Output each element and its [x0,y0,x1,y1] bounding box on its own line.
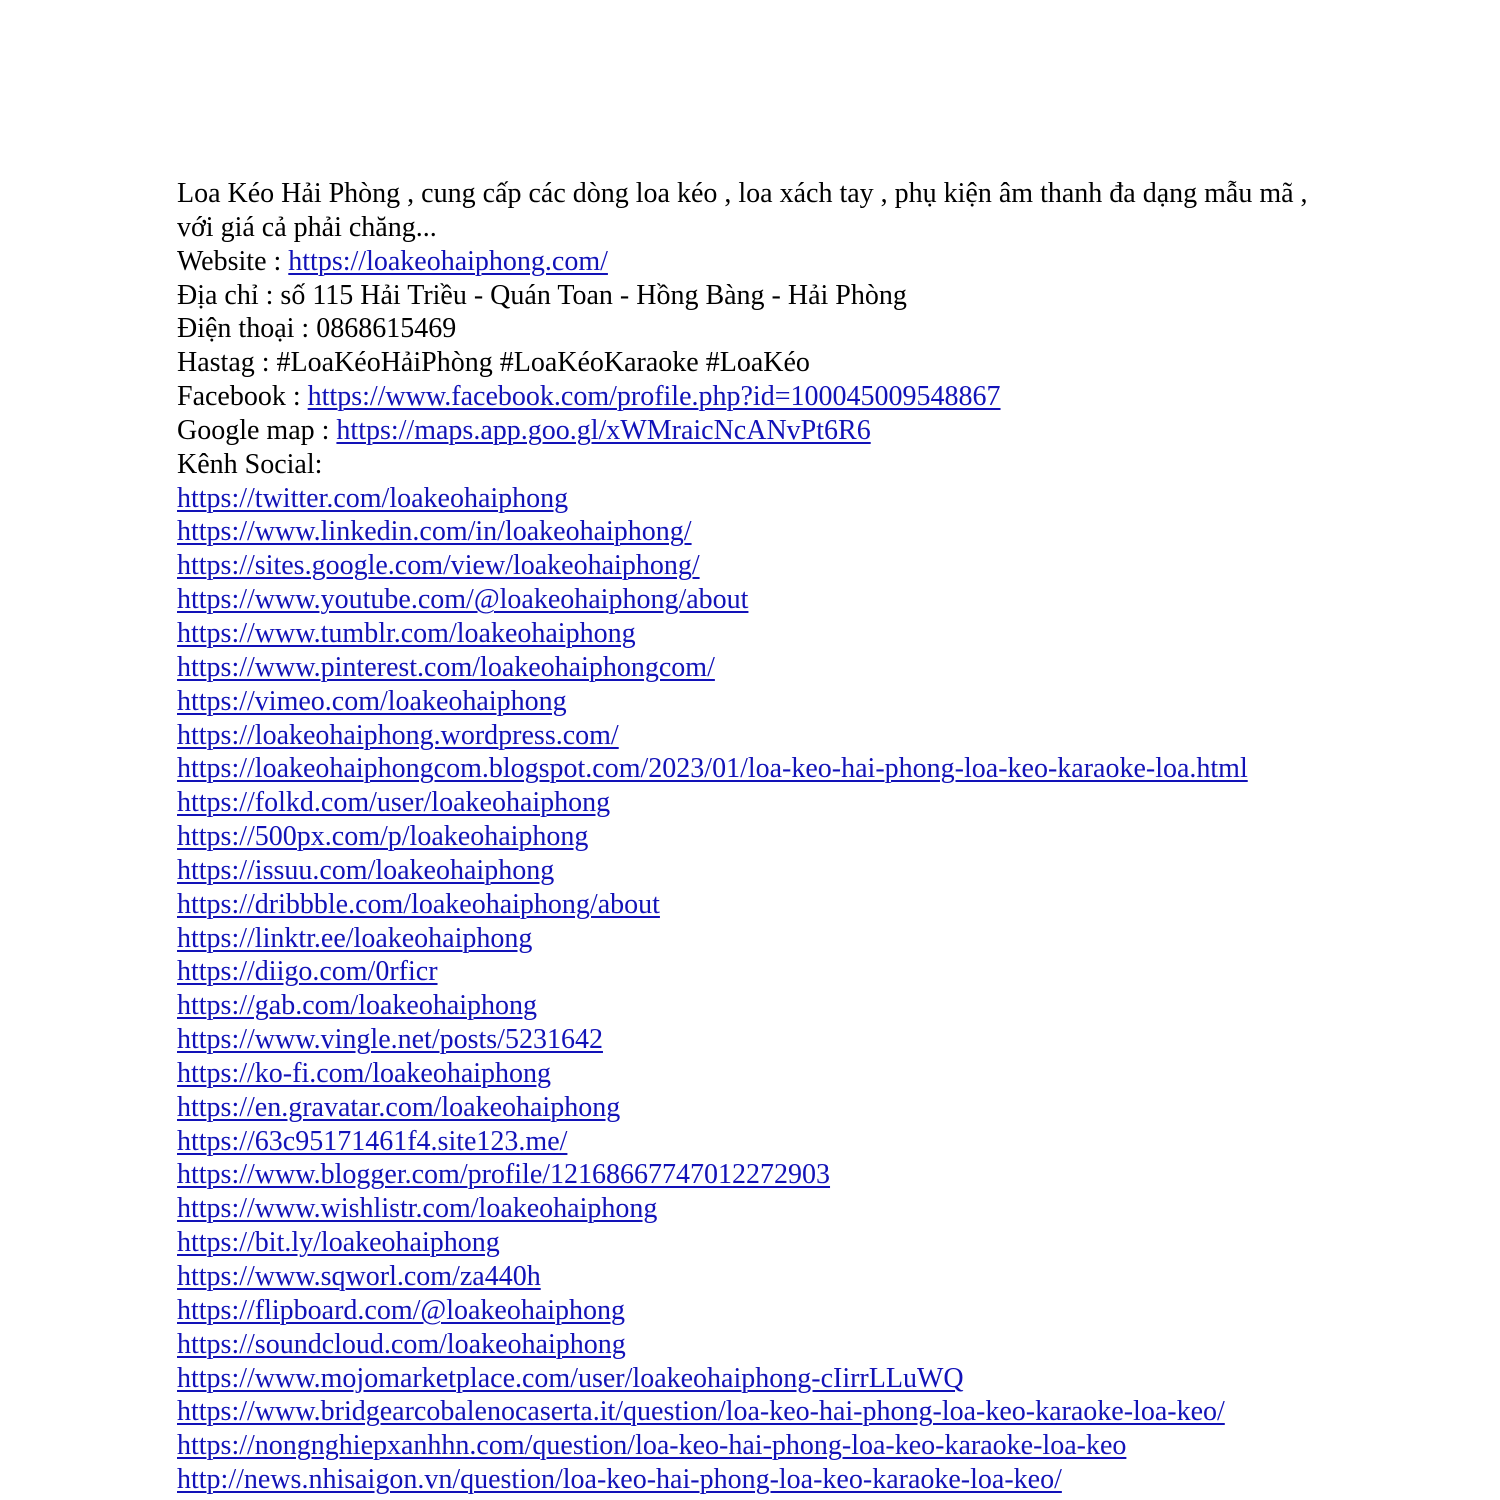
google-map-line [177,414,1322,448]
document-page [177,177,1322,1497]
phone-line [177,312,1322,346]
social-link-mojomarketplace[interactable]: https://www.mojomarketplace.com/user/loakeohaiphong-cIirrLLuWQ [177,1362,964,1394]
social-link-500px[interactable]: https://500px.com/p/loakeohaiphong [177,821,589,853]
social-link-dribbble[interactable]: https://dribbble.com/loakeohaiphong/about [177,888,660,920]
social-link-diigo[interactable]: https://diigo.com/0rficr [177,956,438,988]
social-link-blogspot[interactable]: https://loakeohaiphongcom.blogspot.com/2023/01/loa-keo-hai-phong-loa-keo-karaoke-loa.html [177,753,1248,785]
social-link-wishlistr[interactable]: https://www.wishlistr.com/loakeohaiphong [177,1193,658,1225]
hashtag-line [177,346,1322,380]
social-link-sqworl[interactable]: https://www.sqworl.com/za440h [177,1261,541,1292]
social-link-wordpress[interactable]: https://loakeohaiphong.wordpress.com/ [177,719,619,751]
social-link-vingle[interactable]: https://www.vingle.net/posts/5231642 [177,1024,603,1056]
social-link-bitly[interactable]: https://bit.ly/loakeohaiphong [177,1227,500,1259]
social-link-site123[interactable]: https://63c95171461f4.site123.me/ [177,1125,568,1157]
social-link-gab[interactable]: https://gab.com/loakeohaiphong [177,990,538,1022]
facebook-line [177,380,1322,414]
social-link-kofi[interactable]: https://ko-fi.com/loakeohaiphong [177,1057,552,1089]
facebook-link[interactable]: https://www.facebook.com/profile.php?id=100045009548867 [307,381,1001,413]
social-link-linktree[interactable]: https://linktr.ee/loakeohaiphong [177,922,533,954]
social-link-google-sites[interactable]: https://sites.google.com/view/loakeohaiphong/ [177,550,700,582]
social-link-blogger[interactable]: https://www.blogger.com/profile/12168667747012272903 [177,1159,831,1191]
social-links-list [177,482,1322,1497]
social-link-tumblr[interactable]: https://www.tumblr.com/loakeohaiphong [177,617,636,649]
intro-paragraph: Loa Kéo Hải Phòng , cung cấp các dòng loa kéo , loa xách tay , phụ kiện âm thanh đa dạng mẫu mã , với giá cả phải chăng... [177,178,1308,243]
address-label: Địa chỉ : [177,279,281,311]
hashtag-label: Hastag : [177,347,277,379]
social-link-nhisaigon[interactable]: http://news.nhisaigon.vn/question/loa-keo-hai-phong-loa-keo-karaoke-loa-keo/ [177,1464,1062,1496]
social-link-folkd[interactable]: https://folkd.com/user/loakeohaiphong [177,787,611,819]
social-link-youtube[interactable]: https://www.youtube.com/@loakeohaiphong/about [177,584,749,616]
social-link-nongnghiepxanh[interactable]: https://nongnghiepxanhhn.com/question/loa-keo-hai-phong-loa-keo-karaoke-loa-keo [177,1430,1127,1462]
phone-value: 0868615469 [316,313,457,345]
address-line [177,279,1322,313]
social-link-pinterest[interactable]: https://www.pinterest.com/loakeohaiphongcom/ [177,651,715,683]
social-link-vimeo[interactable]: https://vimeo.com/loakeohaiphong [177,685,567,717]
social-link-twitter[interactable]: https://twitter.com/loakeohaiphong [177,482,569,514]
social-link-soundcloud[interactable]: https://soundcloud.com/loakeohaiphong [177,1328,626,1360]
facebook-label: Facebook : [177,381,308,413]
address-value: số 115 Hải Triều - Quán Toan - Hồng Bàng - Hải Phòng [280,279,907,311]
social-link-bridgearcobaleno[interactable]: https://www.bridgearcobalenocaserta.it/question/loa-keo-hai-phong-loa-keo-karaoke-loa-keo/ [177,1396,1225,1428]
social-link-linkedin[interactable]: https://www.linkedin.com/in/loakeohaiphong/ [177,516,692,548]
hashtag-value: #LoaKéoHảiPhòng #LoaKéoKaraoke #LoaKéo [276,347,810,379]
social-link-flipboard[interactable]: https://flipboard.com/@loakeohaiphong [177,1294,626,1326]
phone-label: Điện thoại : [177,313,317,345]
website-link[interactable]: https://loakeohaiphong.com/ [288,245,608,277]
website-line [177,245,1322,279]
google-map-link[interactable]: https://maps.app.goo.gl/xWMraicNcANvPt6R6 [336,414,871,446]
social-link-issuu[interactable]: https://issuu.com/loakeohaiphong [177,854,555,886]
website-label: Website : [177,245,289,277]
google-map-label: Google map : [177,414,337,446]
social-link-gravatar[interactable]: https://en.gravatar.com/loakeohaiphong [177,1091,621,1123]
social-heading: Kênh Social: [177,448,323,480]
